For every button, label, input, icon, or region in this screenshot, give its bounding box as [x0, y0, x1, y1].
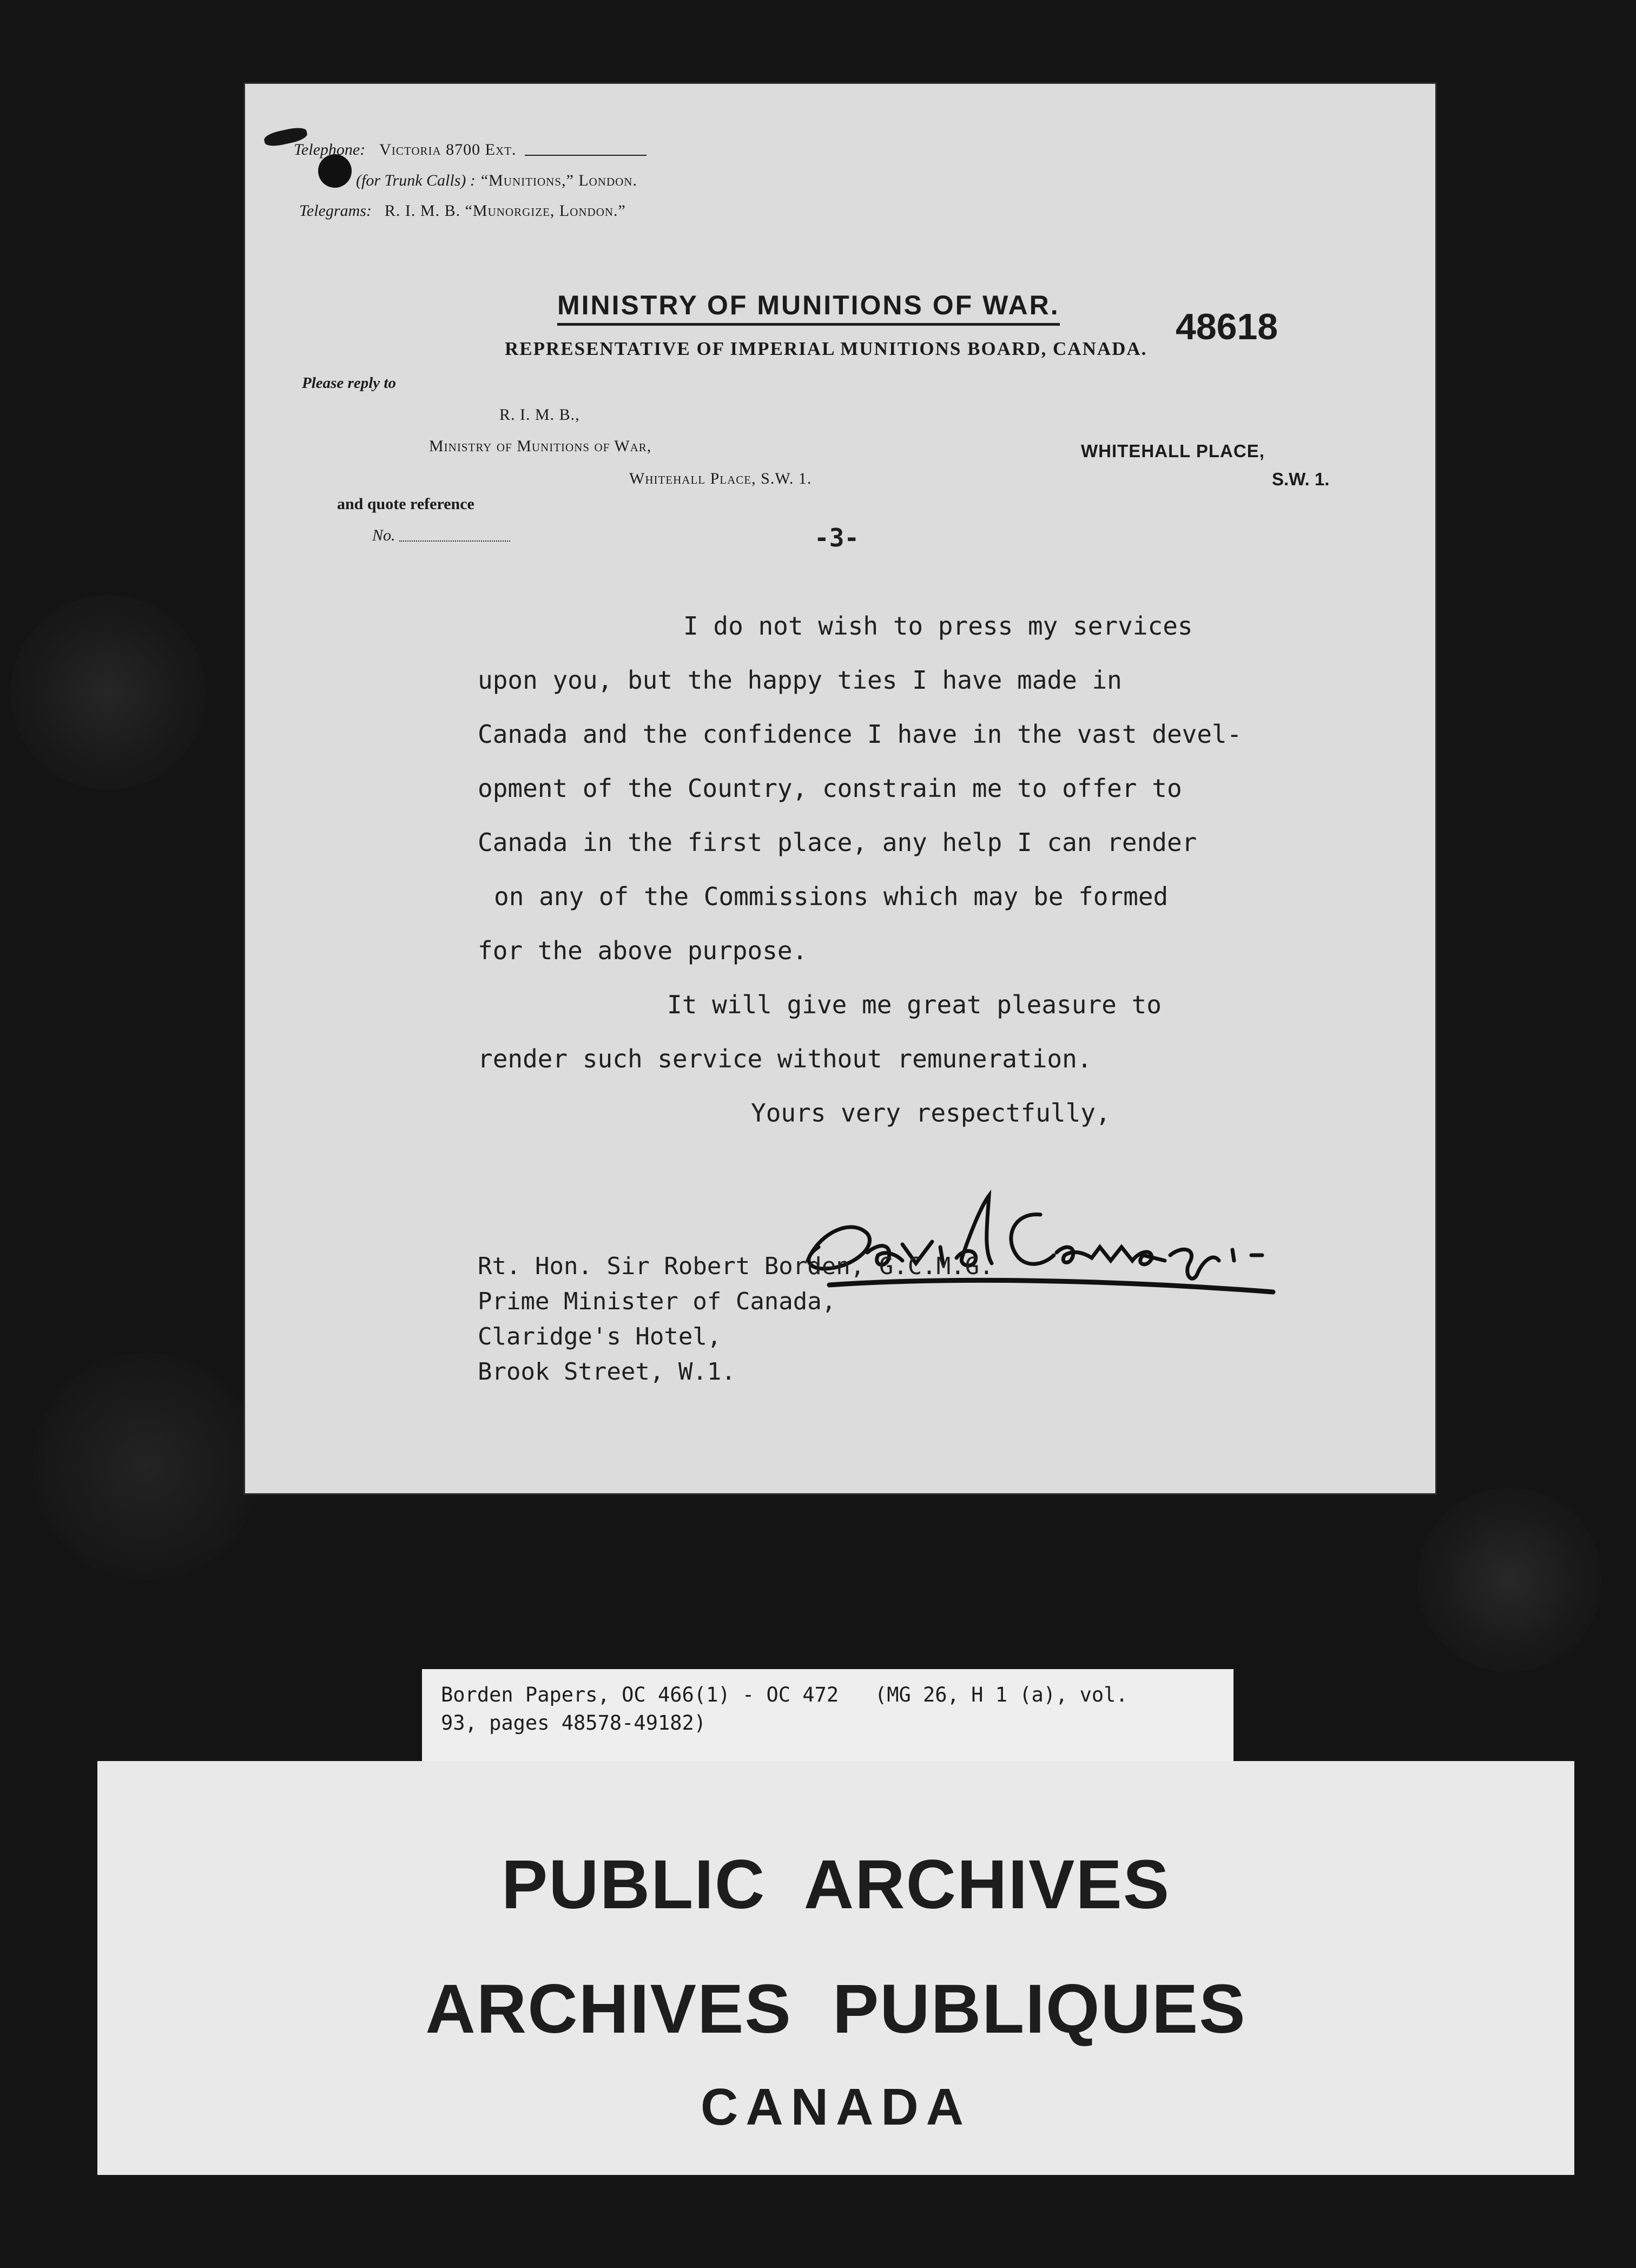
citation-line-1: Borden Papers, OC 466(1) - OC 472 (MG 26, H 1 (a), vol. [441, 1683, 1128, 1706]
body-line: for the above purpose. [478, 936, 808, 965]
closing: Yours very respectfully, [751, 1098, 1111, 1128]
body-line: render such service without remuneration. [478, 1044, 1092, 1073]
recipient-line: Brook Street, W.1. [478, 1358, 736, 1386]
signature [786, 1152, 1332, 1315]
extension-blank [525, 155, 647, 156]
banner-line-2: ARCHIVES PUBLIQUES [425, 1970, 1246, 2048]
trunk-label: (for Trunk Calls) : [356, 172, 476, 189]
body-line: on any of the Commissions which may be formed [494, 882, 1169, 911]
telephone-value: Victoria 8700 Ext. [379, 141, 517, 159]
telephone-label: Telephone: [294, 141, 366, 159]
letter-page [245, 84, 1435, 1493]
body-line: I do not wish to press my services [683, 611, 1193, 641]
please-reply-label: Please reply to [302, 374, 396, 392]
body-line: It will give me great pleasure to [667, 990, 1162, 1019]
page-marker: -3- [814, 523, 860, 552]
body-line: Canada in the first place, any help I can render [478, 828, 1197, 857]
banner-line-1: PUBLIC ARCHIVES [501, 1846, 1171, 1923]
scan-noise [1417, 1488, 1601, 1672]
reply-address-line-1: R. I. M. B., [499, 406, 580, 424]
reference-blank [399, 540, 510, 542]
whitehall-place: WHITEHALL PLACE, [1081, 441, 1265, 461]
scan-noise [32, 1353, 260, 1580]
reference-number-field [372, 526, 510, 545]
scan-noise [11, 595, 206, 790]
telegrams-label: Telegrams: [299, 202, 372, 220]
ink-blot [318, 154, 352, 188]
citation-line-2: 93, pages 48578-49182) [441, 1711, 707, 1735]
reply-address-line-2: Ministry of Munitions of War, [429, 437, 652, 455]
body-line: upon you, but the happy ties I have made in [478, 665, 1122, 695]
telegrams-value: R. I. M. B. “Munorgize, London.” [384, 202, 626, 220]
banner-line-3: CANADA [701, 2078, 971, 2136]
recipient-line: Claridge's Hotel, [478, 1323, 722, 1350]
reply-address-line-3: Whitehall Place, S.W. 1. [629, 470, 812, 487]
representative-subtitle: REPRESENTATIVE OF IMPERIAL MUNITIONS BOARD, CANADA. [505, 338, 1147, 359]
whitehall-postcode: S.W. 1. [1272, 469, 1330, 489]
archive-banner [97, 1761, 1574, 2175]
trunk-value: “Munitions,” London. [480, 172, 637, 189]
ministry-title: MINISTRY OF MUNITIONS OF WAR. [557, 289, 1060, 326]
document-number: 48618 [1176, 306, 1278, 347]
recipient-line: Prime Minister of Canada, [478, 1288, 836, 1315]
quote-reference-label: and quote reference [337, 495, 474, 513]
recipient-line: Rt. Hon. Sir Robert Borden, G.C.M.G. [478, 1252, 994, 1280]
trunk-calls-line [356, 172, 637, 190]
no-label: No. [372, 526, 395, 544]
body-line: Canada and the confidence I have in the vast devel- [478, 720, 1242, 749]
body-line: opment of the Country, constrain me to offer to [478, 774, 1182, 803]
telephone-line [294, 141, 647, 159]
telegrams-line [299, 202, 626, 220]
